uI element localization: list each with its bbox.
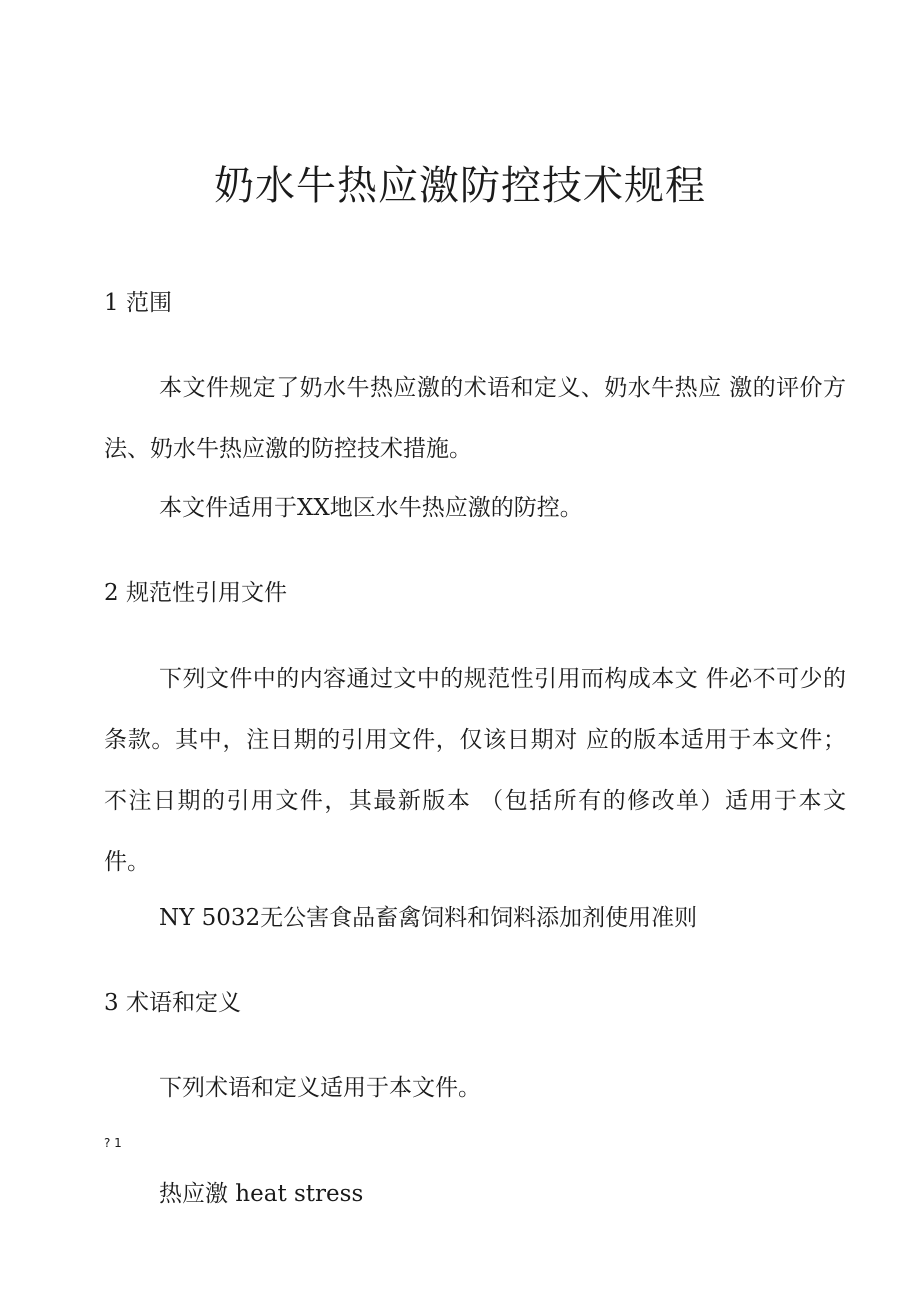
document-title: 奶水牛热应激防控技术规程 (214, 163, 706, 209)
paragraph-scope-definition: 本文件规定了奶水牛热应激的术语和定义、奶水牛热应 激的评价方法、奶水牛热应激的防控技术措施。 (104, 375, 846, 462)
section-heading-terms-definitions: 3 术语和定义 (104, 990, 241, 1016)
term-heat-stress: 热应激 heat stress (159, 1181, 364, 1207)
paragraph-terms-intro: 下列术语和定义适用于本文件。 (159, 1075, 481, 1101)
section-heading-scope: 1 范围 (104, 290, 172, 316)
paragraph-scope-applicability: 本文件适用于XX地区水牛热应激的防控。 (159, 495, 583, 521)
section-heading-normative-references: 2 规范性引用文件 (104, 580, 287, 606)
paragraph-reference-standard: NY 5032无公害食品畜禽饲料和饲料添加剂使用准则 (159, 905, 698, 931)
paragraph-normative-references: 下列文件中的内容通过文中的规范性引用而构成本文 件必不可少的条款。其中，注日期的引用文件，仅该日期对 应的版本适用于本文件；不注日期的引用文件，其最新版本 （包括所有的修改单）适用于本文件。 (104, 666, 846, 875)
term-number: ? 1 (104, 1136, 122, 1150)
